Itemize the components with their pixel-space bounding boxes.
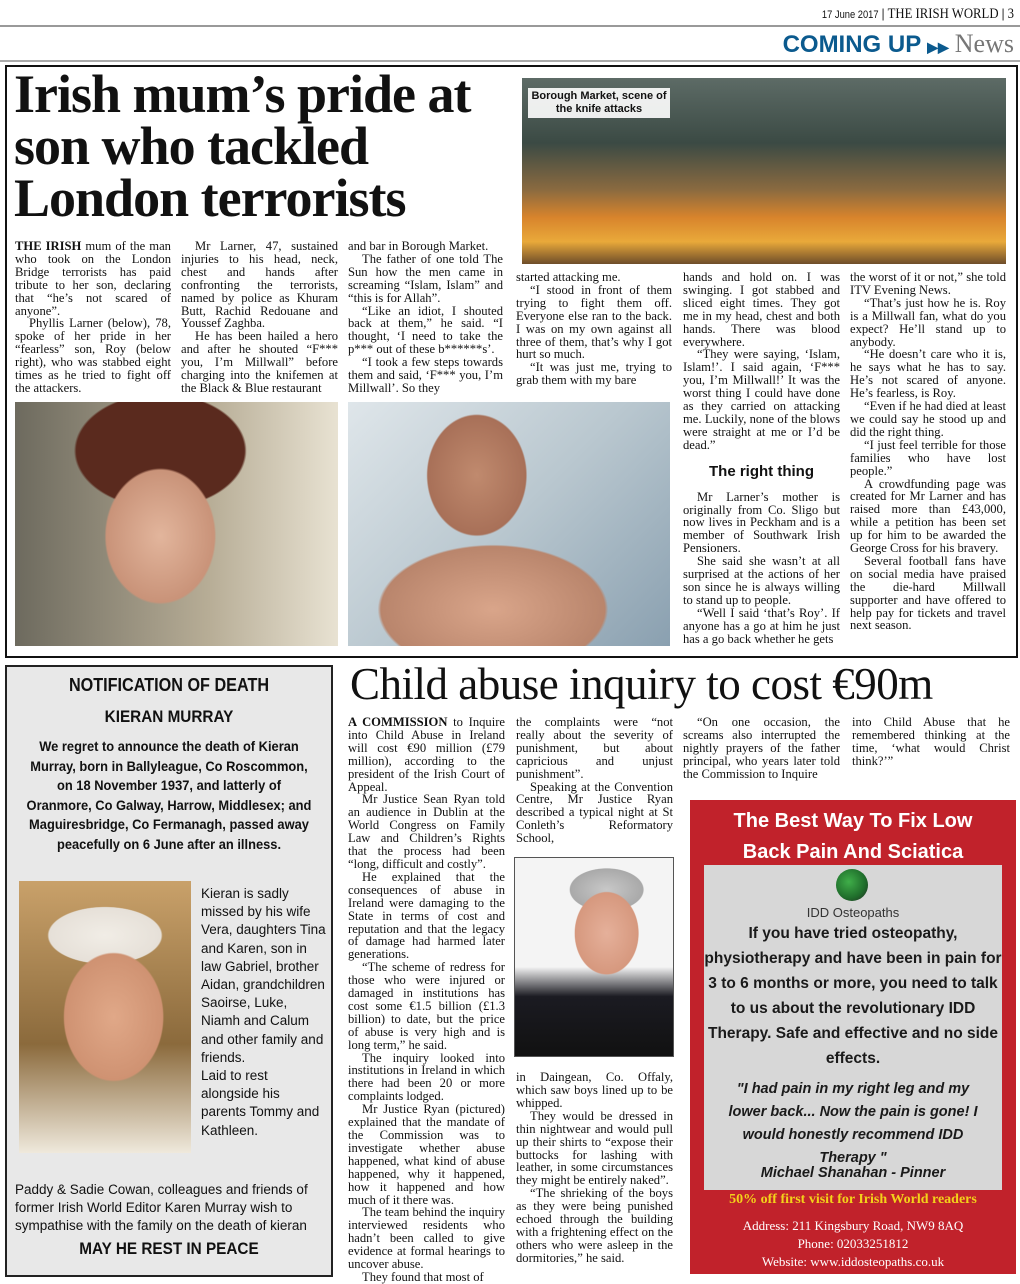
spine-logo-icon bbox=[836, 869, 868, 901]
paper-name: THE IRISH WORLD bbox=[887, 6, 999, 22]
story-col-3 bbox=[348, 240, 503, 395]
paragraph: and bar in Borough Market. bbox=[348, 239, 489, 253]
paragraph: “That’s just how he is. Roy is a Millwall fan, what do you expect? He’ll stand up to anybody. bbox=[850, 295, 1006, 349]
ad-panel bbox=[704, 865, 1002, 1190]
family-text: Kieran is sadly missed by his wife Vera, daughters Tina and Karen, son in law Gabriel, brother Aidan, grandchildren Saoirse, Luke, Niamh and Calum and other family and friends. bbox=[201, 886, 326, 1065]
paragraph: Mr Larner, 47, sustained injuries to his head, neck, chest and hands after confronting the terrorists, named by police as Khuram Butt, Rachid Redouane and Youssef Zaghba. bbox=[181, 239, 338, 331]
paragraph: hands and hold on. I was swinging. I got stabbed and sliced eight times. They got me in my head, chest and both hands. There was blood everywhere. bbox=[683, 270, 840, 349]
ad-body: If you have tried osteopathy, physiotherapy and have been in pain for 3 to 6 months or more, you need to talk to us about the revolutionary IDD Therapy. Safe and effective and no side effects. bbox=[704, 925, 1002, 1067]
ad-brand: IDD Osteopaths bbox=[806, 905, 900, 920]
page-number: 3 bbox=[1007, 6, 1014, 22]
paragraph: A crowdfunding page was created for Mr Larner and has raised more than £43,000, while a petition has been set up for him to be awarded the George Cross for his bravery. bbox=[850, 476, 1006, 556]
idd-osteopaths-ad[interactable] bbox=[690, 800, 1016, 1274]
paragraph: Mr Justice Sean Ryan told an audience in Dublin at the World Congress on Family Law and Children’s Rights that the process had been “long, difficult and costly”. bbox=[348, 792, 505, 871]
story2-headline: Child abuse inquiry to cost €90m bbox=[350, 659, 933, 709]
paragraph: “Even if he had died at least we could say he stood up and did the right thing. bbox=[850, 399, 1006, 439]
ad-phone: Phone: 02033251812 bbox=[797, 1236, 909, 1251]
paragraph: “I just feel terrible for those families who have lost people.” bbox=[850, 437, 1006, 478]
story2-col-1 bbox=[348, 716, 505, 1284]
ad-address: Address: 211 Kingsbury Road, NW9 8AQ bbox=[742, 1218, 964, 1233]
story-col-5 bbox=[683, 271, 840, 645]
ad-headline: The Best Way To Fix Low Back Pain And Sciatica bbox=[733, 810, 973, 863]
rule bbox=[0, 60, 1020, 62]
paragraph: The inquiry looked into institutions in Ireland in which there had been 20 or more complaints lodged. bbox=[348, 1050, 505, 1104]
tribute-text: Paddy & Sadie Cowan, colleagues and friends of former Irish World Editor Karen Murray wish to sympathise with the family on the death of kieran bbox=[15, 1182, 308, 1233]
coming-up-label: COMING UP bbox=[782, 31, 922, 58]
paragraph: “They were saying, ‘Islam, Islam!’. I said again, ‘F*** you, I’m Millwall!’ It was the worst thing I could have done as they carried on attacking me. Luckily, none of the blows were straight at me or I’d be dead.” bbox=[683, 347, 840, 452]
rule bbox=[0, 25, 1020, 27]
paragraph: “The scheme of redress for those who were injured or damaged in institutions has cost some €1.5 billion (£1.3 billion) to date, but the price of abuse is very high and is long term,” he said. bbox=[348, 960, 505, 1052]
ad-quote: "I had pain in my right leg and my lower back... Now the pain is gone! I would honestly recommend IDD Therapy " bbox=[728, 1081, 978, 1166]
paragraph: “He doesn’t care who it is, he says what he has to say. He’s not scared of anyone. He’s fearless, is Roy. bbox=[850, 347, 1006, 401]
paragraph: He explained that the consequences of abuse in Ireland were damaging to the State in terms of cost and reputation and that the legacy of damage had harmed later generations. bbox=[348, 869, 505, 962]
borough-market-photo bbox=[522, 78, 1006, 264]
paragraph: They would be dressed in thin nightwear and would pull up their shirts to “expose their buttocks for lashing with leather, in some circumstances they might be entirely naked”. bbox=[516, 1108, 673, 1188]
deceased-name: KIERAN MURRAY bbox=[104, 707, 234, 726]
section-header bbox=[783, 29, 1014, 59]
story-col-2 bbox=[181, 240, 338, 395]
photo-caption: Borough Market, scene of the knife attacks bbox=[528, 88, 670, 118]
paragraph: Speaking at the Convention Centre, Mr Justice Ryan described a typical night at St Conleth’s Reformatory School, bbox=[516, 779, 673, 846]
lead-in: A COMMISSION bbox=[348, 715, 448, 729]
notice-title: NOTIFICATION OF DEATH bbox=[68, 675, 270, 695]
paragraph: “The shrieking of the boys as they were being punished echoed through the building with a frightening effect on the others who were asleep in the dormitories,” he said. bbox=[516, 1186, 673, 1265]
paragraph: mum of the man who took on the London Bridge terrorists has paid tribute to her son, declaring that “he’s not scared of anyone”. bbox=[15, 239, 171, 318]
paragraph: Several football fans have on social media have praised the die-hard Millwall supporter and have offered to help pay for tickets and travel next season. bbox=[850, 553, 1006, 633]
paragraph: The team behind the inquiry interviewed residents who hadn’t been called to give evidence at formal hearings to uncover abuse. bbox=[348, 1205, 505, 1272]
lead-in: THE IRISH bbox=[15, 239, 82, 253]
phyllis-larner-photo bbox=[15, 402, 338, 646]
paragraph: Mr Larner’s mother is originally from Co. Sligo but now lives in Peckham and is a member of Southwark Irish Pensioners. bbox=[683, 489, 840, 556]
paragraph: to Inquire into Child Abuse in Ireland will cost €90 million (£79 million), according to the president of the Irish Court of Appeal. bbox=[348, 715, 505, 794]
closing-text: MAY HE REST IN PEACE bbox=[79, 1239, 259, 1258]
story-col-1 bbox=[15, 240, 171, 395]
section-name: News bbox=[954, 29, 1014, 58]
issue-date: 17 June 2017 bbox=[821, 9, 879, 21]
paragraph: “It was just me, trying to grab them with my bare bbox=[516, 360, 672, 388]
paragraph: into Child Abuse that he remembered thinking at the time, ‘what would Christ think?’” bbox=[852, 715, 1010, 768]
kieran-murray-photo bbox=[19, 881, 191, 1153]
paragraph: “I took a few steps towards them and said, ‘F*** you, I’m Millwall’. So they bbox=[348, 355, 503, 395]
story-headline: Irish mum’s pride at son who tackled London terrorists bbox=[14, 64, 471, 228]
justice-ryan-photo bbox=[514, 857, 674, 1057]
paragraph: “Well I said ‘that’s Roy’. If anyone has a go at him he just has a go back whether he gets bbox=[683, 605, 840, 646]
story-col-6 bbox=[850, 271, 1006, 632]
chevrons-icon: ▶▶ bbox=[927, 41, 949, 56]
notice-body: We regret to announce the death of Kieran Murray, born in Ballyleague, Co Roscommon, on 18 November 1937, and latterly of Oranmore, Co Galway, Harrow, Middlesex; and Maguiresbridge, Co Fermanagh, passed away peacefully on 6 June after an illness. bbox=[26, 738, 312, 852]
story-col-4 bbox=[516, 271, 672, 387]
folio: 17 June 2017 | THE IRISH WORLD | 3 bbox=[821, 6, 1014, 22]
ad-attribution: Michael Shanahan - Pinner bbox=[760, 1165, 946, 1181]
roy-larner-hospital-photo bbox=[348, 402, 670, 646]
paragraph: She said she wasn’t at all surprised at the actions of her son since he is always willing to stand up to people. bbox=[683, 554, 840, 607]
paragraph: the complaints were “not really about the severity of punishment, but about capricious and unjust punishment”. bbox=[516, 715, 673, 781]
subhead: The right thing bbox=[709, 462, 814, 480]
paragraph: He has been hailed a hero and after he shouted “F*** you, I’m Millwall” before charging into the knifemen at the Black & Blue restaurant bbox=[181, 329, 338, 395]
paragraph: the worst of it or not,” she told ITV Evening News. bbox=[850, 270, 1006, 297]
paragraph: “I stood in front of them trying to fight them off. Everyone else ran to the back. I was on my own against all three of them, that’s why I got hurt so much. bbox=[516, 282, 672, 362]
paragraph: “On one occasion, the screams also interrupted the nightly prayers of the father principal, who years later told the Commission to Inquire bbox=[683, 715, 840, 781]
death-notice bbox=[5, 665, 333, 1277]
paragraph: started attacking me. bbox=[516, 270, 621, 284]
story2-col-4 bbox=[852, 716, 1010, 768]
paragraph: Phyllis Larner (below), 78, spoke of her pride in her “fearless” son, Roy (below right), who was stabbed eight times as he tried to fight off the attackers. bbox=[15, 316, 171, 395]
paragraph: Mr Justice Ryan (pictured) explained that the mandate of the Commission was to investigate whether abuse happened, what kind of abuse happened, why it happened, how it happened and how much of it there was. bbox=[348, 1102, 505, 1207]
ad-website[interactable]: Website: www.iddosteopaths.co.uk bbox=[761, 1254, 945, 1269]
paragraph: in Daingean, Co. Offaly, which saw boys lined up to be whipped. bbox=[516, 1070, 673, 1110]
paragraph: “Like an idiot, I shouted back at them,” he said. “I thought, ‘I need to take the p*** out of these b******s’. bbox=[348, 303, 503, 357]
paragraph: They found that most of bbox=[362, 1269, 484, 1284]
burial-text: Laid to rest alongside his parents Tommy and Kathleen. bbox=[201, 1068, 320, 1138]
story2-col-2 bbox=[516, 716, 673, 1265]
ad-offer: 50% off first visit for Irish World readers bbox=[729, 1192, 977, 1207]
paragraph: The father of one told The Sun how the men came in screaming “Islam, Islam” and “this is for Allah”. bbox=[348, 251, 503, 305]
story2-col-3 bbox=[683, 716, 840, 781]
